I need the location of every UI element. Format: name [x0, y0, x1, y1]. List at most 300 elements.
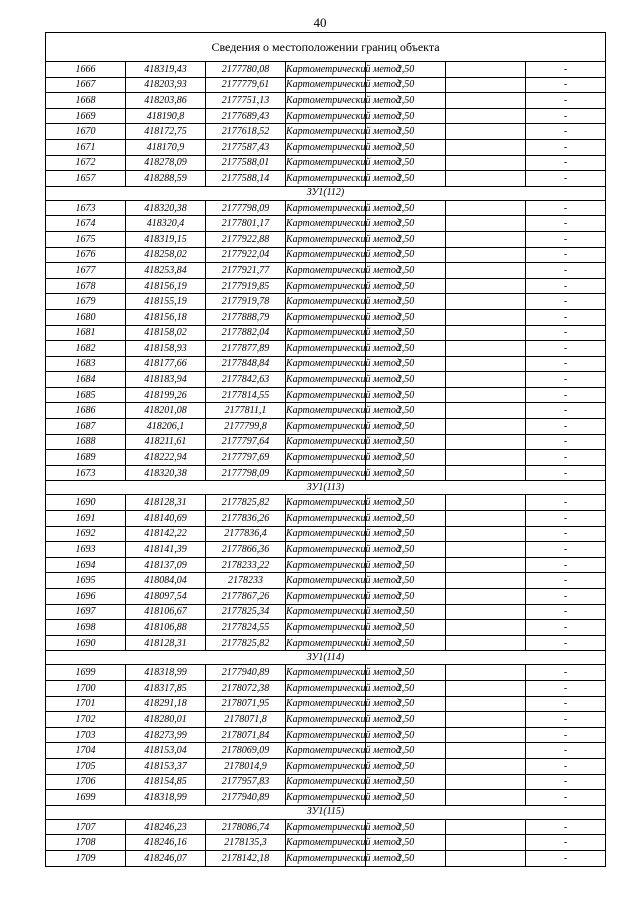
page-number: 40: [313, 15, 327, 30]
blank-cell: [446, 294, 526, 310]
table-row: [46, 372, 606, 388]
note-cell: -: [526, 356, 606, 372]
section-header-row: [46, 805, 606, 819]
method-cell: Картометрический метод: [286, 696, 366, 712]
note-cell: -: [526, 387, 606, 403]
note-cell: -: [526, 247, 606, 263]
error-cell: 2,50: [366, 665, 446, 681]
x-coordinate-cell: 418199,26: [126, 387, 206, 403]
error-cell: 2,50: [366, 200, 446, 216]
note-cell: -: [526, 62, 606, 78]
blank-cell: [446, 434, 526, 450]
x-coordinate-cell: 418137,09: [126, 557, 206, 573]
note-cell: -: [526, 108, 606, 124]
point-number-cell: 1689: [46, 450, 126, 466]
point-number-cell: 1678: [46, 278, 126, 294]
x-coordinate-cell: 418183,94: [126, 372, 206, 388]
point-number-cell: 1701: [46, 696, 126, 712]
point-number-cell: 1681: [46, 325, 126, 341]
point-number-cell: 1673: [46, 465, 126, 481]
blank-cell: [446, 526, 526, 542]
blank-cell: [446, 341, 526, 357]
method-cell: Картометрический метод: [286, 124, 366, 140]
note-cell: -: [526, 712, 606, 728]
error-cell: 2,50: [366, 124, 446, 140]
table-row: [46, 850, 606, 866]
table-row: [46, 124, 606, 140]
y-coordinate-cell: 2177922,88: [206, 231, 286, 247]
method-cell: Картометрический метод: [286, 263, 366, 279]
table-row: [46, 450, 606, 466]
x-coordinate-cell: 418246,16: [126, 835, 206, 851]
point-number-cell: 1667: [46, 77, 126, 93]
y-coordinate-cell: 2177587,43: [206, 139, 286, 155]
section-label: ЗУ1(113): [46, 481, 606, 495]
blank-cell: [446, 604, 526, 620]
y-coordinate-cell: 2177825,82: [206, 495, 286, 511]
table-row: [46, 819, 606, 835]
error-cell: 2,50: [366, 450, 446, 466]
method-cell: Картометрический метод: [286, 434, 366, 450]
method-cell: Картометрический метод: [286, 620, 366, 636]
note-cell: -: [526, 819, 606, 835]
note-cell: -: [526, 511, 606, 527]
y-coordinate-cell: 2177797,64: [206, 434, 286, 450]
error-cell: 2,50: [366, 231, 446, 247]
y-coordinate-cell: 2178014,9: [206, 758, 286, 774]
point-number-cell: 1686: [46, 403, 126, 419]
error-cell: 2,50: [366, 526, 446, 542]
error-cell: 2,50: [366, 263, 446, 279]
method-cell: Картометрический метод: [286, 372, 366, 388]
method-cell: Картометрический метод: [286, 231, 366, 247]
note-cell: -: [526, 450, 606, 466]
point-number-cell: 1676: [46, 247, 126, 263]
error-cell: 2,50: [366, 108, 446, 124]
y-coordinate-cell: 2177825,82: [206, 635, 286, 651]
note-cell: -: [526, 403, 606, 419]
point-number-cell: 1674: [46, 216, 126, 232]
table-row: [46, 356, 606, 372]
x-coordinate-cell: 418106,67: [126, 604, 206, 620]
table-row: [46, 247, 606, 263]
y-coordinate-cell: 2178086,74: [206, 819, 286, 835]
x-coordinate-cell: 418141,39: [126, 542, 206, 558]
table-row: [46, 835, 606, 851]
note-cell: -: [526, 604, 606, 620]
method-cell: Картометрический метод: [286, 294, 366, 310]
section-label: ЗУ1(115): [46, 805, 606, 819]
note-cell: -: [526, 835, 606, 851]
blank-cell: [446, 542, 526, 558]
error-cell: 2,50: [366, 356, 446, 372]
method-cell: Картометрический метод: [286, 155, 366, 171]
table-row: [46, 589, 606, 605]
note-cell: -: [526, 727, 606, 743]
method-cell: Картометрический метод: [286, 465, 366, 481]
x-coordinate-cell: 418318,99: [126, 665, 206, 681]
y-coordinate-cell: 2178069,09: [206, 743, 286, 759]
error-cell: 2,50: [366, 790, 446, 806]
error-cell: 2,50: [366, 419, 446, 435]
y-coordinate-cell: 2177811,1: [206, 403, 286, 419]
method-cell: Картометрический метод: [286, 108, 366, 124]
error-cell: 2,50: [366, 743, 446, 759]
error-cell: 2,50: [366, 819, 446, 835]
note-cell: -: [526, 620, 606, 636]
section-header-row: [46, 651, 606, 665]
point-number-cell: 1703: [46, 727, 126, 743]
method-cell: Картометрический метод: [286, 680, 366, 696]
table-row: [46, 139, 606, 155]
x-coordinate-cell: 418320,38: [126, 200, 206, 216]
blank-cell: [446, 712, 526, 728]
y-coordinate-cell: 2177919,78: [206, 294, 286, 310]
table-row: [46, 790, 606, 806]
y-coordinate-cell: 2177779,61: [206, 77, 286, 93]
error-cell: 2,50: [366, 278, 446, 294]
point-number-cell: 1699: [46, 665, 126, 681]
method-cell: Картометрический метод: [286, 356, 366, 372]
y-coordinate-cell: 2177882,04: [206, 325, 286, 341]
table-row: [46, 604, 606, 620]
y-coordinate-cell: 2177801,17: [206, 216, 286, 232]
method-cell: Картометрический метод: [286, 511, 366, 527]
error-cell: 2,50: [366, 696, 446, 712]
blank-cell: [446, 573, 526, 589]
method-cell: Картометрический метод: [286, 774, 366, 790]
table-title-row: [46, 33, 606, 62]
point-number-cell: 1687: [46, 419, 126, 435]
note-cell: -: [526, 139, 606, 155]
y-coordinate-cell: 2177618,52: [206, 124, 286, 140]
y-coordinate-cell: 2177588,01: [206, 155, 286, 171]
x-coordinate-cell: 418288,59: [126, 171, 206, 187]
error-cell: 2,50: [366, 573, 446, 589]
table-row: [46, 620, 606, 636]
section-label: ЗУ1(112): [46, 186, 606, 200]
method-cell: Картометрический метод: [286, 635, 366, 651]
error-cell: 2,50: [366, 171, 446, 187]
point-number-cell: 1700: [46, 680, 126, 696]
note-cell: -: [526, 743, 606, 759]
table-row: [46, 108, 606, 124]
note-cell: -: [526, 93, 606, 109]
table-row: [46, 511, 606, 527]
x-coordinate-cell: 418211,61: [126, 434, 206, 450]
method-cell: Картометрический метод: [286, 325, 366, 341]
y-coordinate-cell: 2177588,14: [206, 171, 286, 187]
x-coordinate-cell: 418153,37: [126, 758, 206, 774]
table-title: Сведения о местоположении границ объекта: [46, 33, 606, 62]
y-coordinate-cell: 2177797,69: [206, 450, 286, 466]
y-coordinate-cell: 2177825,34: [206, 604, 286, 620]
x-coordinate-cell: 418319,15: [126, 231, 206, 247]
x-coordinate-cell: 418206,1: [126, 419, 206, 435]
note-cell: -: [526, 557, 606, 573]
method-cell: Картометрический метод: [286, 216, 366, 232]
error-cell: 2,50: [366, 727, 446, 743]
y-coordinate-cell: 2177940,89: [206, 665, 286, 681]
table-row: [46, 403, 606, 419]
method-cell: Картометрический метод: [286, 93, 366, 109]
blank-cell: [446, 696, 526, 712]
point-number-cell: 1695: [46, 573, 126, 589]
method-cell: Картометрический метод: [286, 77, 366, 93]
blank-cell: [446, 171, 526, 187]
y-coordinate-cell: 2177940,89: [206, 790, 286, 806]
x-coordinate-cell: 418273,99: [126, 727, 206, 743]
table-row: [46, 635, 606, 651]
point-number-cell: 1666: [46, 62, 126, 78]
blank-cell: [446, 635, 526, 651]
point-number-cell: 1684: [46, 372, 126, 388]
x-coordinate-cell: 418172,75: [126, 124, 206, 140]
error-cell: 2,50: [366, 835, 446, 851]
point-number-cell: 1669: [46, 108, 126, 124]
note-cell: -: [526, 542, 606, 558]
table-row: [46, 387, 606, 403]
y-coordinate-cell: 2178071,8: [206, 712, 286, 728]
blank-cell: [446, 589, 526, 605]
blank-cell: [446, 850, 526, 866]
table-row: [46, 341, 606, 357]
blank-cell: [446, 774, 526, 790]
error-cell: 2,50: [366, 557, 446, 573]
table-row: [46, 216, 606, 232]
method-cell: Картометрический метод: [286, 542, 366, 558]
point-number-cell: 1680: [46, 309, 126, 325]
table-row: [46, 758, 606, 774]
table-row: [46, 278, 606, 294]
method-cell: Картометрический метод: [286, 419, 366, 435]
y-coordinate-cell: 2177888,79: [206, 309, 286, 325]
y-coordinate-cell: 2178233: [206, 573, 286, 589]
table-row: [46, 294, 606, 310]
section-header-row: [46, 481, 606, 495]
blank-cell: [446, 819, 526, 835]
point-number-cell: 1702: [46, 712, 126, 728]
table-row: [46, 434, 606, 450]
point-number-cell: 1697: [46, 604, 126, 620]
error-cell: 2,50: [366, 216, 446, 232]
table-row: [46, 325, 606, 341]
x-coordinate-cell: 418319,43: [126, 62, 206, 78]
error-cell: 2,50: [366, 387, 446, 403]
blank-cell: [446, 758, 526, 774]
note-cell: -: [526, 171, 606, 187]
blank-cell: [446, 155, 526, 171]
table-row: [46, 93, 606, 109]
x-coordinate-cell: 418246,23: [126, 819, 206, 835]
x-coordinate-cell: 418106,88: [126, 620, 206, 636]
table-row: [46, 696, 606, 712]
method-cell: Картометрический метод: [286, 573, 366, 589]
note-cell: -: [526, 216, 606, 232]
point-number-cell: 1699: [46, 790, 126, 806]
point-number-cell: 1670: [46, 124, 126, 140]
y-coordinate-cell: 2177798,09: [206, 465, 286, 481]
table-row: [46, 495, 606, 511]
x-coordinate-cell: 418156,19: [126, 278, 206, 294]
x-coordinate-cell: 418084,04: [126, 573, 206, 589]
point-number-cell: 1690: [46, 635, 126, 651]
method-cell: Картометрический метод: [286, 589, 366, 605]
point-number-cell: 1672: [46, 155, 126, 171]
method-cell: Картометрический метод: [286, 526, 366, 542]
y-coordinate-cell: 2178071,95: [206, 696, 286, 712]
x-coordinate-cell: 418278,09: [126, 155, 206, 171]
y-coordinate-cell: 2177919,85: [206, 278, 286, 294]
blank-cell: [446, 200, 526, 216]
blank-cell: [446, 372, 526, 388]
point-number-cell: 1705: [46, 758, 126, 774]
point-number-cell: 1708: [46, 835, 126, 851]
method-cell: Картометрический метод: [286, 604, 366, 620]
y-coordinate-cell: 2177848,84: [206, 356, 286, 372]
error-cell: 2,50: [366, 294, 446, 310]
table-row: [46, 526, 606, 542]
error-cell: 2,50: [366, 247, 446, 263]
y-coordinate-cell: 2177877,89: [206, 341, 286, 357]
error-cell: 2,50: [366, 155, 446, 171]
section-label: ЗУ1(114): [46, 651, 606, 665]
point-number-cell: 1685: [46, 387, 126, 403]
y-coordinate-cell: 2177689,43: [206, 108, 286, 124]
y-coordinate-cell: 2177922,04: [206, 247, 286, 263]
x-coordinate-cell: 418170,9: [126, 139, 206, 155]
x-coordinate-cell: 418318,99: [126, 790, 206, 806]
blank-cell: [446, 557, 526, 573]
x-coordinate-cell: 418128,31: [126, 495, 206, 511]
error-cell: 2,50: [366, 635, 446, 651]
point-number-cell: 1704: [46, 743, 126, 759]
error-cell: 2,50: [366, 372, 446, 388]
y-coordinate-cell: 2177842,63: [206, 372, 286, 388]
error-cell: 2,50: [366, 758, 446, 774]
y-coordinate-cell: 2178142,18: [206, 850, 286, 866]
x-coordinate-cell: 418246,07: [126, 850, 206, 866]
table-row: [46, 557, 606, 573]
x-coordinate-cell: 418154,85: [126, 774, 206, 790]
point-number-cell: 1668: [46, 93, 126, 109]
method-cell: Картометрический метод: [286, 495, 366, 511]
point-number-cell: 1679: [46, 294, 126, 310]
method-cell: Картометрический метод: [286, 835, 366, 851]
x-coordinate-cell: 418203,86: [126, 93, 206, 109]
note-cell: -: [526, 665, 606, 681]
note-cell: -: [526, 294, 606, 310]
point-number-cell: 1707: [46, 819, 126, 835]
blank-cell: [446, 665, 526, 681]
x-coordinate-cell: 418097,54: [126, 589, 206, 605]
method-cell: Картометрический метод: [286, 743, 366, 759]
method-cell: Картометрический метод: [286, 341, 366, 357]
blank-cell: [446, 139, 526, 155]
table-row: [46, 171, 606, 187]
y-coordinate-cell: 2177751,13: [206, 93, 286, 109]
blank-cell: [446, 403, 526, 419]
method-cell: Картометрический метод: [286, 62, 366, 78]
blank-cell: [446, 387, 526, 403]
note-cell: -: [526, 495, 606, 511]
note-cell: -: [526, 790, 606, 806]
error-cell: 2,50: [366, 511, 446, 527]
y-coordinate-cell: 2177836,26: [206, 511, 286, 527]
y-coordinate-cell: 2177799,8: [206, 419, 286, 435]
y-coordinate-cell: 2177824,55: [206, 620, 286, 636]
blank-cell: [446, 727, 526, 743]
method-cell: Картометрический метод: [286, 247, 366, 263]
table-row: [46, 263, 606, 279]
x-coordinate-cell: 418177,66: [126, 356, 206, 372]
blank-cell: [446, 790, 526, 806]
note-cell: -: [526, 124, 606, 140]
note-cell: -: [526, 341, 606, 357]
blank-cell: [446, 108, 526, 124]
x-coordinate-cell: 418258,02: [126, 247, 206, 263]
error-cell: 2,50: [366, 325, 446, 341]
error-cell: 2,50: [366, 589, 446, 605]
blank-cell: [446, 495, 526, 511]
point-number-cell: 1688: [46, 434, 126, 450]
error-cell: 2,50: [366, 465, 446, 481]
method-cell: Картометрический метод: [286, 790, 366, 806]
table-row: [46, 77, 606, 93]
table-row: [46, 712, 606, 728]
note-cell: -: [526, 465, 606, 481]
point-number-cell: 1657: [46, 171, 126, 187]
x-coordinate-cell: 418140,69: [126, 511, 206, 527]
y-coordinate-cell: 2177780,08: [206, 62, 286, 78]
note-cell: -: [526, 309, 606, 325]
x-coordinate-cell: 418253,84: [126, 263, 206, 279]
y-coordinate-cell: 2177867,26: [206, 589, 286, 605]
error-cell: 2,50: [366, 403, 446, 419]
boundary-coordinates-table: [45, 32, 606, 867]
x-coordinate-cell: 418190,8: [126, 108, 206, 124]
error-cell: 2,50: [366, 620, 446, 636]
point-number-cell: 1691: [46, 511, 126, 527]
x-coordinate-cell: 418320,4: [126, 216, 206, 232]
blank-cell: [446, 680, 526, 696]
blank-cell: [446, 124, 526, 140]
point-number-cell: 1692: [46, 526, 126, 542]
error-cell: 2,50: [366, 341, 446, 357]
x-coordinate-cell: 418128,31: [126, 635, 206, 651]
blank-cell: [446, 465, 526, 481]
x-coordinate-cell: 418142,22: [126, 526, 206, 542]
table-row: [46, 200, 606, 216]
point-number-cell: 1696: [46, 589, 126, 605]
x-coordinate-cell: 418158,93: [126, 341, 206, 357]
note-cell: -: [526, 372, 606, 388]
table-row: [46, 727, 606, 743]
table-row: [46, 465, 606, 481]
error-cell: 2,50: [366, 93, 446, 109]
y-coordinate-cell: 2178135,3: [206, 835, 286, 851]
note-cell: -: [526, 419, 606, 435]
point-number-cell: 1698: [46, 620, 126, 636]
point-number-cell: 1694: [46, 557, 126, 573]
method-cell: Картометрический метод: [286, 712, 366, 728]
method-cell: Картометрический метод: [286, 171, 366, 187]
blank-cell: [446, 743, 526, 759]
y-coordinate-cell: 2177866,36: [206, 542, 286, 558]
method-cell: Картометрический метод: [286, 727, 366, 743]
table-row: [46, 774, 606, 790]
method-cell: Картометрический метод: [286, 403, 366, 419]
